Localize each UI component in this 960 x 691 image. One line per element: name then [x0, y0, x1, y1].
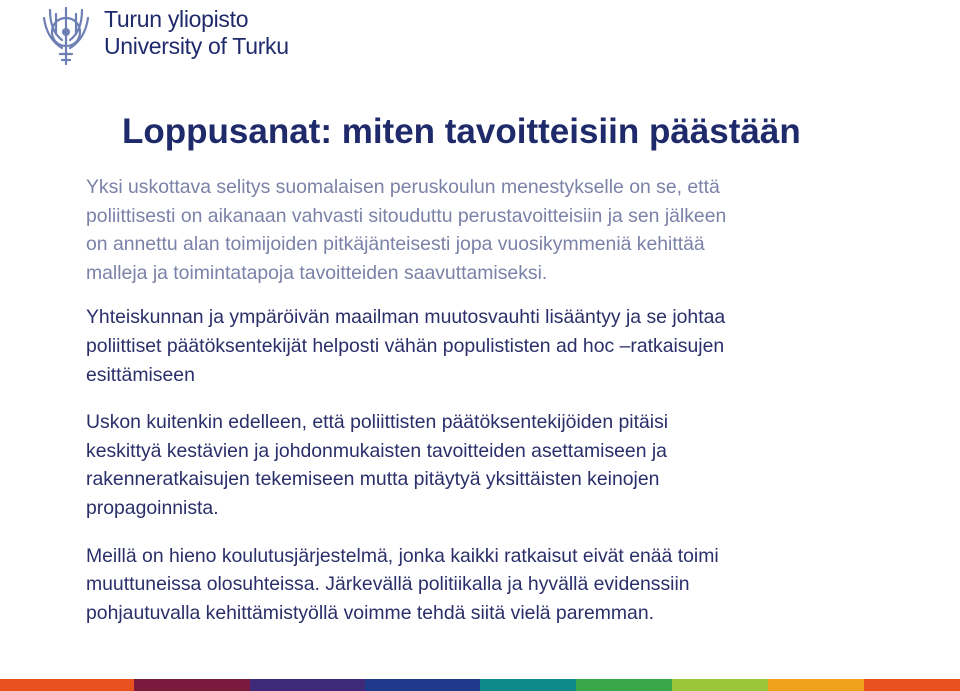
- slide-title: Loppusanat: miten tavoitteisiin päästään: [122, 112, 801, 151]
- slide-body: [86, 173, 886, 627]
- footer-color-segment: [768, 679, 864, 691]
- paragraph-line: Meillä on hieno koulutusjärjestelmä, jonka kaikki ratkaisut eivät enää toimi: [86, 544, 719, 567]
- paragraph-line: malleja ja toimintatapoja tavoitteiden saavuttamiseksi.: [86, 261, 548, 284]
- paragraph-line: keskittyä kestävien ja johdonmukaisten tavoitteiden asettamiseen ja: [86, 439, 667, 462]
- paragraph-line: Yhteiskunnan ja ympäröivän maailman muutosvauhti lisääntyy ja se johtaa: [86, 306, 726, 329]
- footer-color-segment: [250, 679, 365, 691]
- paragraph-line: pohjautuvalla kehittämistyöllä voimme tehdä siitä vielä paremman.: [86, 601, 654, 624]
- footer-color-segment: [576, 679, 672, 691]
- logo-line-english: University of Turku: [104, 33, 289, 59]
- university-seal-icon: [36, 4, 96, 68]
- footer-color-bar: [0, 679, 960, 691]
- university-logo: [36, 4, 289, 68]
- paragraph-line: Uskon kuitenkin edelleen, että poliittisten päätöksentekijöiden pitäisi: [86, 411, 669, 434]
- footer-color-segment: [672, 679, 768, 691]
- footer-color-segment: [134, 679, 249, 691]
- footer-color-segment: [480, 679, 576, 691]
- paragraph-4: [86, 542, 886, 628]
- paragraph-line: Yksi uskottava selitys suomalaisen peruskoulun menestykselle on se, että: [86, 176, 720, 198]
- paragraph-3: [86, 408, 886, 522]
- paragraph-2: [86, 303, 886, 389]
- paragraph-line: propagoinnista.: [86, 496, 219, 519]
- footer-color-segment: [864, 679, 960, 691]
- logo-line-finnish: Turun yliopisto: [104, 6, 249, 32]
- paragraph-line: poliittiset päätöksentekijät helposti vähän populististen ad hoc –ratkaisujen: [86, 334, 725, 357]
- paragraph-line: muuttuneissa olosuhteissa. Järkevällä politiikalla ja hyvällä evidenssiin: [86, 573, 690, 596]
- paragraph-line: rakenneratkaisujen tekemiseen mutta pitäytyä yksittäisten keinojen: [86, 468, 660, 491]
- paragraph-line: poliittisesti on aikanaan vahvasti sitouduttu perustavoitteisiin ja sen jälkeen: [86, 204, 727, 227]
- paragraph-line: esittämiseen: [86, 363, 195, 386]
- paragraph-1: [86, 173, 886, 287]
- footer-color-segment: [0, 679, 134, 691]
- footer-color-segment: [365, 679, 480, 691]
- university-name: [104, 6, 289, 60]
- paragraph-line: on annettu alan toimijoiden pitkäjänteisesti jopa vuosikymmeniä kehittää: [86, 233, 705, 256]
